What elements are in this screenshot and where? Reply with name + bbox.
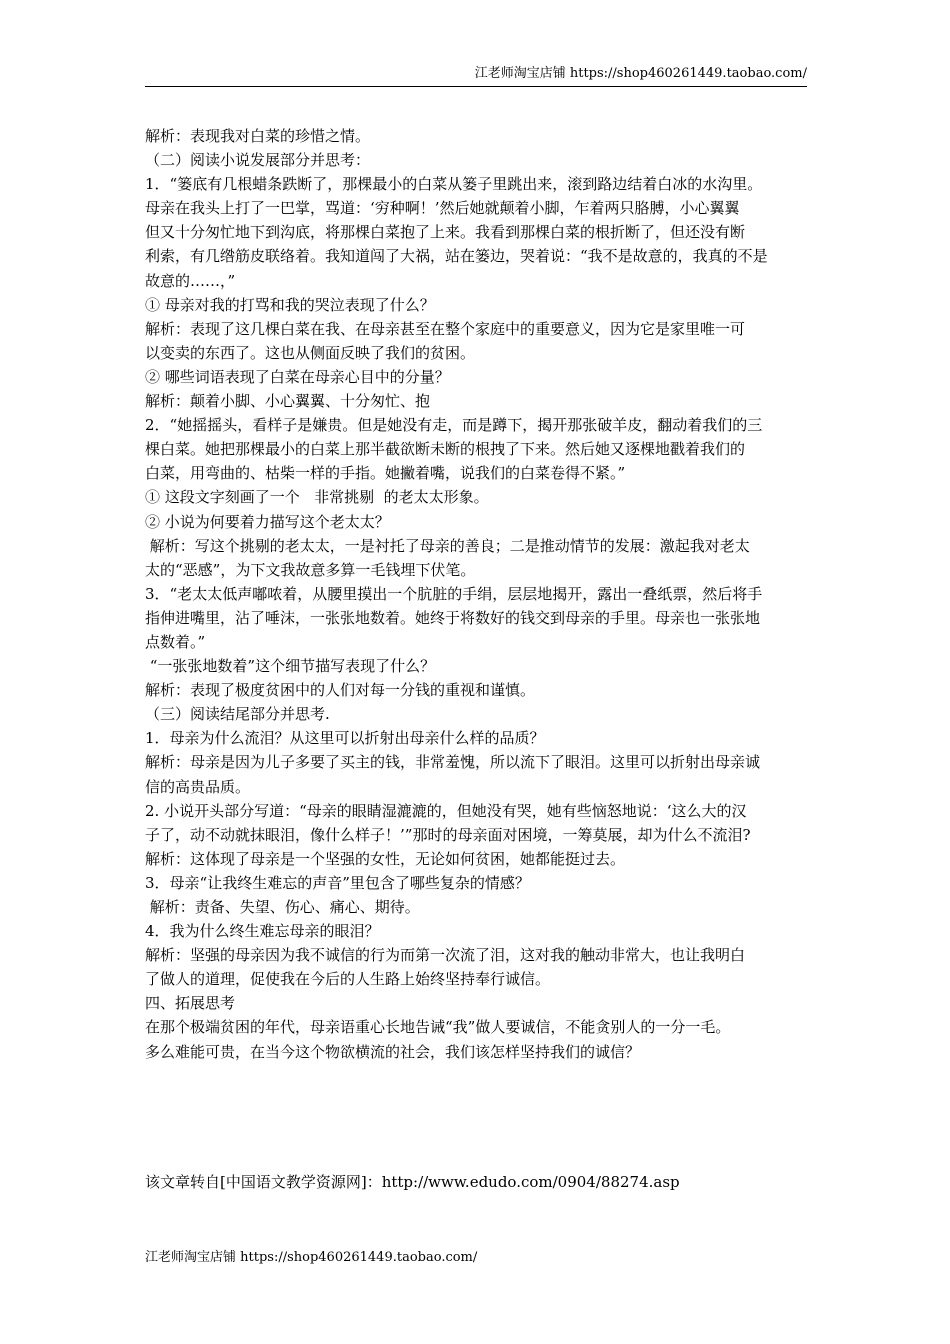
text-line: 利索，有几绺筋皮联络着。我知道闯了大祸，站在篓边，哭着说：“我不是故意的，我真的不是 (145, 247, 768, 266)
text-line: 解析：这体现了母亲是一个坚强的女性，无论如何贫困，她都能挺过去。 (145, 849, 626, 868)
question-line: 1．母亲为什么流泪？从这里可以折射出母亲什么样的品质？ (145, 729, 545, 748)
text-line: 解析：写这个挑剔的老太太，一是衬托了母亲的善良；二是推动情节的发展：激起我对老太 (145, 536, 750, 555)
text-line: 多么难能可贵，在当今这个物欲横流的社会，我们该怎样坚持我们的诚信？ (145, 1042, 641, 1061)
question-line: ① 这段文字刻画了一个 非常挑剔 的老太太形象。 (145, 488, 489, 507)
question-line: “一张张地数着”这个细节描写表现了什么？ (145, 657, 436, 676)
text-line: 1．“篓底有几根蜡条跌断了，那棵最小的白菜从篓子里跳出来，滚到路边结着白冰的水沟里。 (145, 175, 763, 194)
question-line: ② 小说为何要着力描写这个老太太？ (145, 512, 390, 531)
section-heading: （三）阅读结尾部分并思考. (145, 705, 330, 724)
question-line: ② 哪些词语表现了白菜在母亲心目中的分量？ (145, 367, 450, 386)
text-line: 在那个极端贫困的年代，母亲语重心长地告诫“我”做人要诚信，不能贪别人的一分一毛。 (145, 1018, 731, 1037)
text-line: 故意的……，” (145, 271, 236, 290)
text-line: 以变卖的东西了。这也从侧面反映了我们的贫困。 (145, 343, 476, 362)
question-line: ① 母亲对我的打骂和我的哭泣表现了什么？ (145, 295, 435, 314)
text-line: 解析：颠着小脚、小心翼翼、十分匆忙、抱 (145, 392, 431, 411)
text-line: 白菜，用弯曲的、枯柴一样的手指。她撇着嘴，说我们的白菜卷得不紧。” (145, 464, 626, 483)
question-line: 4．我为什么终生难忘母亲的眼泪？ (145, 922, 380, 941)
text-line: 但又十分匆忙地下到沟底，将那棵白菜抱了上来。我看到那棵白菜的根折断了，但还没有断 (145, 223, 746, 242)
question-line: 3．母亲“让我终生难忘的声音”里包含了哪些复杂的情感？ (145, 873, 530, 892)
text-line: 解析：表现了这几棵白菜在我、在母亲甚至在整个家庭中的重要意义，因为它是家里唯一可 (145, 319, 746, 338)
text-line: 太的“恶感”，为下文我故意多算一毛钱埋下伏笔。 (145, 560, 476, 579)
page-footer: 江老师淘宝店铺 https://shop460261449.taobao.com/ (145, 1250, 478, 1265)
document-body (145, 124, 815, 1064)
text-line: 指伸进嘴里，沾了唾沫，一张张地数着。她终于将数好的钱交到母亲的手里。母亲也一张张地 (145, 608, 761, 627)
text-line: 棵白菜。她把那棵最小的白菜上那半截欲断未断的根拽了下来。然后她又逐棵地戳着我们的 (145, 440, 746, 459)
text-line: 解析：表现我对白菜的珍惜之情。 (145, 127, 371, 145)
text-line: 2. 小说开头部分写道：“母亲的眼睛湿漉漉的，但她没有哭，她有些恼怒地说：‘这么大的汉 (145, 801, 747, 820)
text-line: 信的高贵品质。 (145, 777, 251, 796)
section-heading: （二）阅读小说发展部分并思考： (145, 151, 371, 170)
text-line: 2．“她摇摇头，看样子是嫌贵。但是她没有走，而是蹲下，揭开那张破羊皮，翻动着我们的三 (145, 416, 763, 435)
text-line: 解析：表现了极度贫困中的人们对每一分钱的重视和谨慎。 (145, 681, 536, 700)
page-header (145, 64, 807, 87)
text-line: 3．“老太太低声嘟哝着，从腰里摸出一个肮脏的手绢，层层地揭开，露出一叠纸票，然后将手 (145, 584, 763, 603)
text-line: 母亲在我头上打了一巴掌，骂道：‘穷种啊！’然后她就颠着小脚，乍着两只胳膊，小心翼翼 (145, 199, 740, 218)
header-shop-link: 江老师淘宝店铺 https://shop460261449.taobao.com/ (474, 66, 807, 81)
text-line: 点数着。” (145, 632, 206, 651)
section-heading: 四、拓展思考 (145, 994, 236, 1013)
text-line: 解析：责备、失望、伤心、痛心、期待。 (145, 898, 420, 916)
text-line: 子了，动不动就抹眼泪，像什么样子！’”那时的母亲面对困境，一筹莫展，却为什么不流泪? (145, 825, 751, 844)
text-line: 解析：坚强的母亲因为我不诚信的行为而第一次流了泪，这对我的触动非常大，也让我明白 (145, 946, 746, 965)
text-line: 了做人的道理，促使我在今后的人生路上始终坚持奉行诚信。 (145, 970, 551, 989)
text-line: 解析：母亲是因为儿子多要了买主的钱，非常羞愧，所以流下了眼泪。这里可以折射出母亲诚 (145, 753, 761, 772)
source-attribution: 该文章转自[中国语文教学资源网]：http://www.edudo.com/0904/88274.asp (145, 1173, 680, 1191)
